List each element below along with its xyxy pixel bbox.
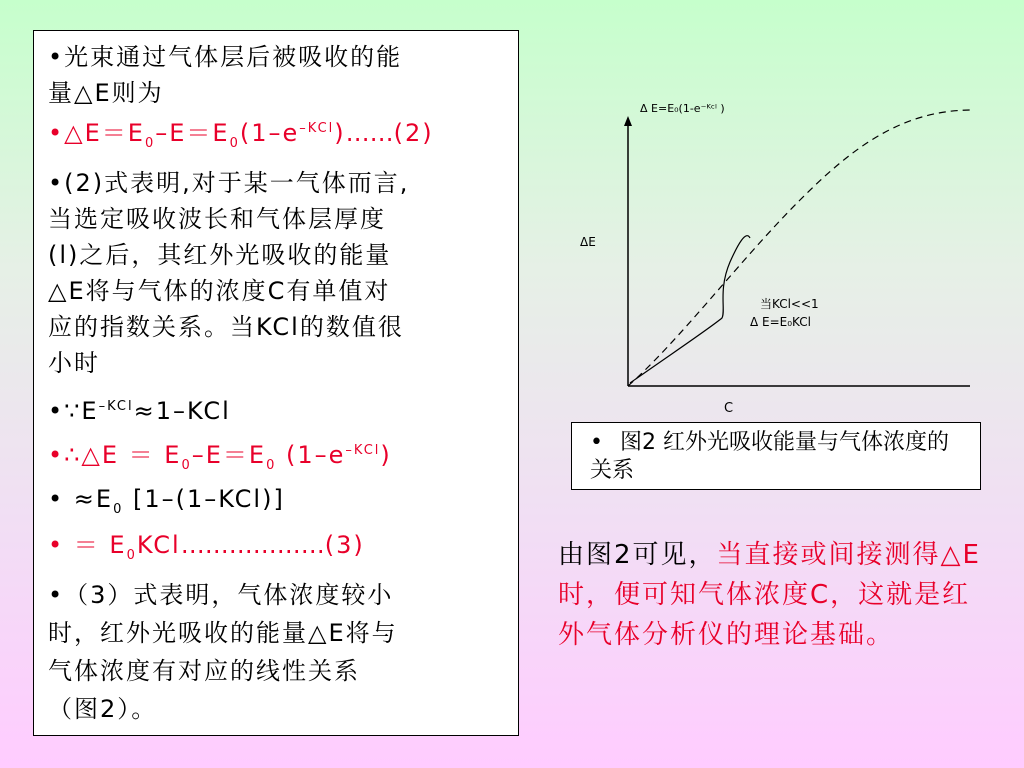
text-line: （图2）。 xyxy=(48,695,158,723)
exponential-curve xyxy=(628,110,972,386)
conclusion-text xyxy=(558,535,998,655)
y-axis-label: ΔE xyxy=(580,235,596,249)
conclusion-black: 由图2可见， xyxy=(558,540,717,570)
equation-3: • ＝ $E_0KCl\dots\dots\dots\dots\dots\dots(3)$ xyxy=(48,531,365,563)
caption-text: 图2 红外光吸收能量与气体浓度的关系 xyxy=(590,430,949,483)
condition-label: 当KCl<<1 xyxy=(760,297,819,311)
text-line: •（3）式表明，气体浓度较小 xyxy=(48,581,394,609)
text-line: (l)之后，其红外光吸收的能量 xyxy=(48,241,392,269)
text-line: 气体浓度有对应的线性关系 xyxy=(48,657,360,685)
equation-2: $•\triangle E=E_0-E=E_0(1-e^{-KCl})\dots\dots(2)$ xyxy=(48,119,434,151)
x-axis-label: C xyxy=(724,401,734,416)
linear-formula-label: Δ E=E₀KCl xyxy=(750,315,811,329)
equation-approx: • $\approx E_0$ [1–(1–KCl)] xyxy=(48,485,285,517)
text-line: 当选定吸收波长和气体层厚度 xyxy=(48,205,386,233)
y-axis-arrow xyxy=(624,116,632,126)
text-line: •(2)式表明,对于某一气体而言, xyxy=(48,169,410,197)
text-line: 量△E则为 xyxy=(48,79,164,107)
absorption-chart xyxy=(560,90,1000,420)
linear-curve xyxy=(630,236,750,383)
conclusion-red: 当直接或间接测得△E时，便可知气体浓度C，这就是红外气体分析仪的理论基础。 xyxy=(558,540,981,650)
top-formula-label: Δ E=E₀(1-e⁻ᴷᶜˡ ) xyxy=(640,102,725,115)
approx-line: $•\because E^{-KCl}\approx 1$–KCl xyxy=(48,397,231,425)
text-line: 时，红外光吸收的能量△E将与 xyxy=(48,619,398,647)
figure-caption xyxy=(571,422,981,490)
text-line: △E将与气体的浓度C有单值对 xyxy=(48,277,391,305)
caption-bullet: • xyxy=(590,430,603,455)
text-line: •光束通过气体层后被吸收的能 xyxy=(48,43,403,71)
equation-derivation: •∴△E ＝ $E_0-E=E_0$ $(1-e^{-KCl})$ xyxy=(48,441,392,473)
left-text-panel xyxy=(33,30,519,736)
text-line: 应的指数关系。当KCl的数值很 xyxy=(48,313,404,341)
text-line: 小时 xyxy=(48,349,100,377)
